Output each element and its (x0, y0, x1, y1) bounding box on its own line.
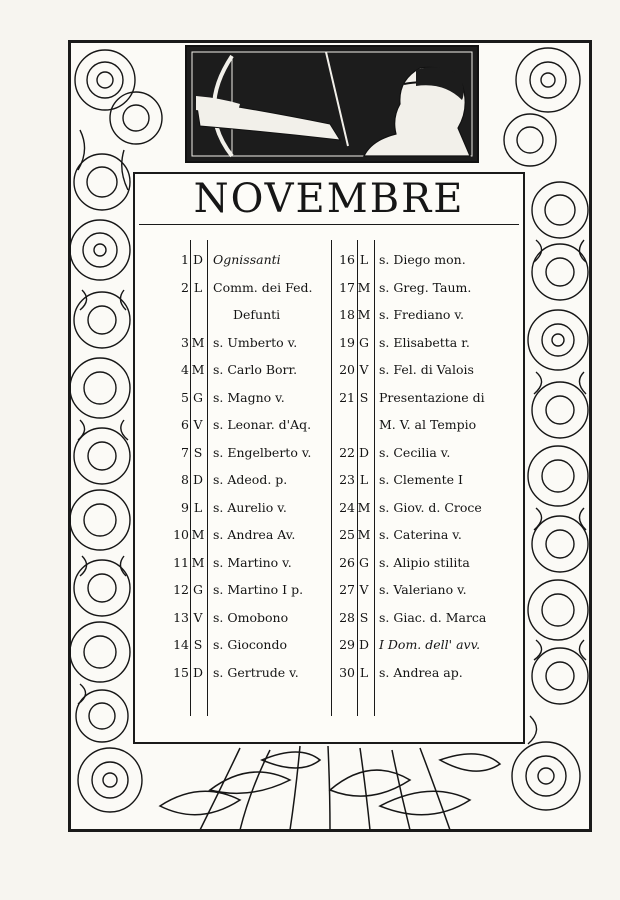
weekday-letter: M (357, 527, 371, 542)
archer-illustration (186, 46, 478, 162)
month-title: NOVEMBRE (193, 176, 465, 222)
day-number: 19 (339, 334, 355, 350)
saint-name: s. Giov. d. Croce (379, 499, 482, 515)
day-number: 22 (339, 444, 355, 460)
day-number: 28 (339, 609, 355, 625)
weekday-letter: D (192, 664, 204, 680)
day-number: 15 (173, 664, 189, 680)
weekday-letter: V (193, 609, 203, 625)
day-number: 1 (181, 252, 189, 267)
saint-name: s. Frediano v. (379, 307, 464, 322)
day-row (337, 604, 517, 632)
day-row (337, 549, 517, 577)
day-number: 11 (173, 554, 189, 570)
saint-name: s. Andrea ap. (379, 664, 463, 680)
day-number: 4 (181, 362, 189, 377)
day-row (337, 521, 517, 549)
day-row (171, 549, 351, 577)
weekday-letter: M (191, 362, 205, 377)
day-row (337, 494, 517, 522)
day-row (171, 384, 351, 412)
weekday-letter: V (359, 362, 369, 377)
weekday-letter: M (357, 279, 371, 295)
day-number: 23 (339, 472, 355, 487)
saint-name: s. Umberto v. (213, 334, 298, 350)
day-number: 14 (173, 637, 189, 652)
saint-name: s. Giocondo (213, 637, 287, 652)
day-number: 5 (181, 389, 189, 405)
day-row (337, 329, 517, 357)
saint-name: s. Alipio stilita (379, 554, 470, 570)
saint-name: s. Cecilia v. (379, 444, 451, 460)
day-number: 6 (181, 417, 189, 432)
day-row (337, 631, 517, 659)
saint-name: Ognissanti (213, 252, 281, 267)
day-number: 24 (339, 499, 355, 515)
day-number: 20 (339, 362, 355, 377)
weekday-letter: L (359, 472, 369, 487)
day-number: 27 (339, 582, 355, 597)
saint-name: s. Greg. Taum. (379, 279, 472, 295)
day-row (171, 604, 351, 632)
saint-name: s. Magno v. (213, 389, 285, 405)
saint-name: I Dom. dell' avv. (379, 637, 481, 652)
day-row (337, 246, 517, 274)
saint-name: s. Omobono (213, 609, 289, 625)
day-number: 3 (181, 334, 189, 350)
weekday-letter: S (359, 609, 369, 625)
day-number: 17 (339, 279, 355, 295)
saint-name: s. Gertrude v. (213, 664, 299, 680)
day-row (171, 576, 351, 604)
weekday-letter: S (193, 637, 203, 652)
day-row (171, 246, 351, 274)
weekday-letter: S (193, 444, 203, 460)
day-row (171, 659, 351, 687)
day-row (171, 521, 351, 549)
saint-name: Presentazione di (379, 389, 485, 405)
day-number: 25 (339, 527, 355, 542)
weekday-letter: D (358, 444, 370, 460)
calendar-panel (133, 172, 525, 744)
day-row (337, 356, 517, 384)
weekday-letter: M (357, 499, 371, 515)
saint-name: s. Giac. d. Marca (379, 609, 487, 625)
saint-name-continued: M. V. al Tempio (379, 417, 477, 432)
weekday-letter: D (192, 472, 204, 487)
days-16-30-column (337, 246, 517, 686)
day-row (337, 466, 517, 494)
day-row (171, 329, 351, 357)
day-number: 9 (181, 499, 189, 515)
weekday-letter: G (359, 554, 369, 570)
saint-name: s. Andrea Av. (213, 527, 296, 542)
saint-name: s. Fel. di Valois (379, 362, 474, 377)
saint-name: s. Aurelio v. (213, 499, 287, 515)
day-row (337, 576, 517, 604)
weekday-letter: V (359, 582, 369, 597)
day-number: 2 (181, 279, 189, 295)
days-1-15-column (171, 246, 351, 686)
weekday-letter: D (192, 252, 204, 267)
saint-name: s. Carlo Borr. (213, 362, 298, 377)
day-number: 16 (339, 252, 355, 267)
saint-name: s. Elisabetta r. (379, 334, 470, 350)
day-row (337, 274, 517, 302)
saint-name: s. Adeod. p. (213, 472, 288, 487)
saint-name: s. Martino I p. (213, 582, 304, 597)
day-number: 12 (173, 582, 189, 597)
weekday-letter: L (193, 279, 203, 295)
saint-name: s. Leonar. d'Aq. (213, 417, 312, 432)
weekday-letter: D (358, 637, 370, 652)
day-row (171, 356, 351, 384)
day-row (171, 439, 351, 467)
weekday-letter: V (193, 417, 203, 432)
day-row (337, 439, 517, 467)
saint-name: s. Engelberto v. (213, 444, 312, 460)
bottom-foliage (160, 746, 500, 830)
title-divider (139, 224, 519, 225)
day-row (337, 301, 517, 329)
weekday-letter: M (357, 307, 371, 322)
weekday-letter: G (193, 389, 203, 405)
day-number: 13 (173, 609, 189, 625)
day-row (337, 659, 517, 687)
saint-name: s. Diego mon. (379, 252, 466, 267)
day-number: 18 (339, 307, 355, 322)
weekday-letter: L (359, 664, 369, 680)
saint-name: s. Caterina v. (379, 527, 462, 542)
weekday-letter: M (191, 554, 205, 570)
saint-name: s. Clemente I (379, 472, 463, 487)
day-row (171, 494, 351, 522)
day-number: 7 (181, 444, 189, 460)
saint-name: s. Valeriano v. (379, 582, 467, 597)
day-number: 30 (339, 664, 355, 680)
day-number: 8 (181, 472, 189, 487)
day-number: 10 (173, 527, 189, 542)
saint-name: Comm. dei Fed. (213, 279, 313, 295)
weekday-letter: L (359, 252, 369, 267)
weekday-letter: M (191, 527, 205, 542)
day-row (337, 384, 517, 439)
weekday-letter: L (193, 499, 203, 515)
day-row (171, 466, 351, 494)
day-row (171, 274, 351, 329)
saint-name: s. Martino v. (213, 554, 292, 570)
weekday-letter: G (193, 582, 203, 597)
day-row (171, 631, 351, 659)
day-number: 26 (339, 554, 355, 570)
weekday-letter: M (191, 334, 205, 350)
weekday-letter: S (359, 389, 369, 405)
day-number: 29 (339, 637, 355, 652)
day-row (171, 411, 351, 439)
day-number: 21 (339, 389, 355, 405)
saint-name-continued: Defunti (233, 307, 281, 322)
weekday-letter: G (359, 334, 369, 350)
